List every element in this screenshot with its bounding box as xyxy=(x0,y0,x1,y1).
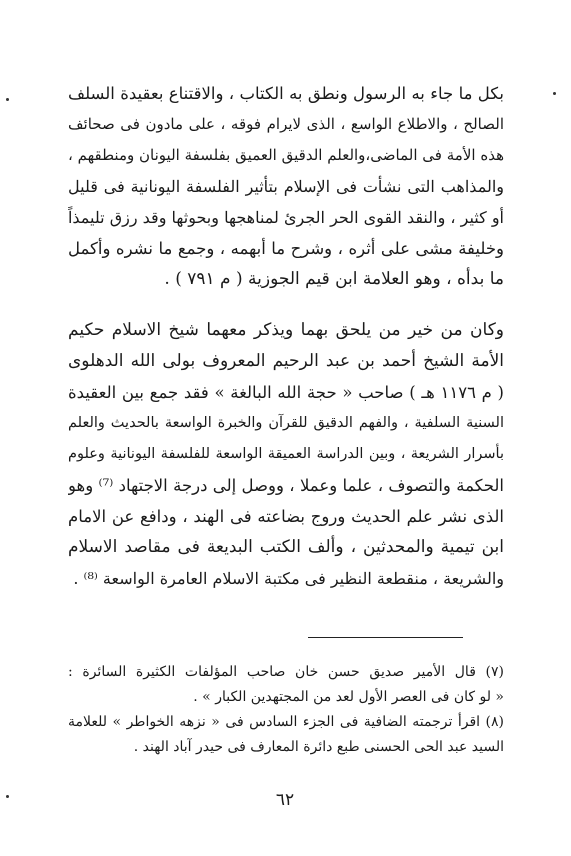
text-line: الأمة الشيخ أحمد بن عبد الرحيم المعروف بولى الله الدهلوى xyxy=(68,351,504,371)
text-line: ابن تيمية والمحدثين ، وألف الكتب البديعة فى مقاصد الاسلام xyxy=(68,537,504,557)
text-line: بكل ما جاء به الرسول ونطق به الكتاب ، والاقتناع بعقيدة السلف xyxy=(68,84,504,103)
footnote-divider xyxy=(308,637,463,638)
paragraph-1 xyxy=(68,78,504,295)
footnote-line: « لو كان فى العصر الأول لعد من المجتهدين الكبار » . xyxy=(193,689,504,705)
text-line: الذى نشر علم الحديث وروج بضاعته فى الهند ، ودافع عن الامام xyxy=(68,507,504,526)
scan-edge-mark xyxy=(6,795,9,798)
footnote-line: (٧) قال الأمير صديق حسن خان صاحب المؤلفات الكثيرة السائرة : xyxy=(68,664,504,680)
text-line: الصالح ، والاطلاع الواسع ، الذى لايرام فوقه ، على مادون فى صحائف xyxy=(68,115,504,133)
text-line: والشريعة ، منقطعة النظير فى مكتبة الاسلام العامرة الواسعة ⁽⁸⁾ . xyxy=(73,569,504,588)
text-line: وكان من خير من يلحق بهما ويذكر معهما شيخ الاسلام حكيم xyxy=(68,320,504,340)
text-line: والمذاهب التى نشأت فى الإسلام بتأثير الفلسفة اليونانية فى قليل xyxy=(68,177,504,196)
footnote-line: (٨) اقرأ ترجمته الضافية فى الجزء السادس فى « نزهه الخواطر » للعلامة xyxy=(68,714,504,730)
text-line: الحكمة والتصوف ، علما وعملا ، ووصل إلى درجة الاجتهاد ⁽⁷⁾ وهو xyxy=(68,476,504,495)
paragraph-2 xyxy=(68,315,504,594)
text-line: السنية السلفية ، والفهم الدقيق للقرآن والخبرة الواسعة بالحديث والعلم xyxy=(68,415,504,431)
scan-edge-mark xyxy=(6,98,9,101)
text-line: بأسرار الشريعة ، وبين الدراسة العميقة الواسعة للفلسفة اليونانية وعلوم xyxy=(68,446,504,462)
footnotes xyxy=(68,660,504,760)
text-line: ( م ١١٧٦ هـ ) صاحب « حجة الله البالغة » فقد جمع بين العقيدة xyxy=(68,383,504,402)
footnote-line: السيد عبد الحى الحسنى طبع دائرة المعارف فى حيدر آباد الهند . xyxy=(133,739,504,755)
text-line: هذه الأمة فى الماضى،والعلم الدقيق العميق بفلسفة اليونان ومنطقهم ، xyxy=(68,146,504,164)
text-line: أو كثير ، والنقد القوى الحر الجرئ لمناهجها وبحوثها وقد رزق تليمذاً xyxy=(68,208,504,227)
page-number: ٦٢ xyxy=(275,790,295,810)
text-line: ما بدأه ، وهو العلامة ابن قيم الجوزية ( م ٧٩١ ) . xyxy=(164,269,504,289)
scan-edge-mark xyxy=(553,92,556,95)
text-line: وخليفة مشى على أثره ، وشرح ما أبهمه ، وجمع ما نشره وأكمل xyxy=(68,239,504,258)
